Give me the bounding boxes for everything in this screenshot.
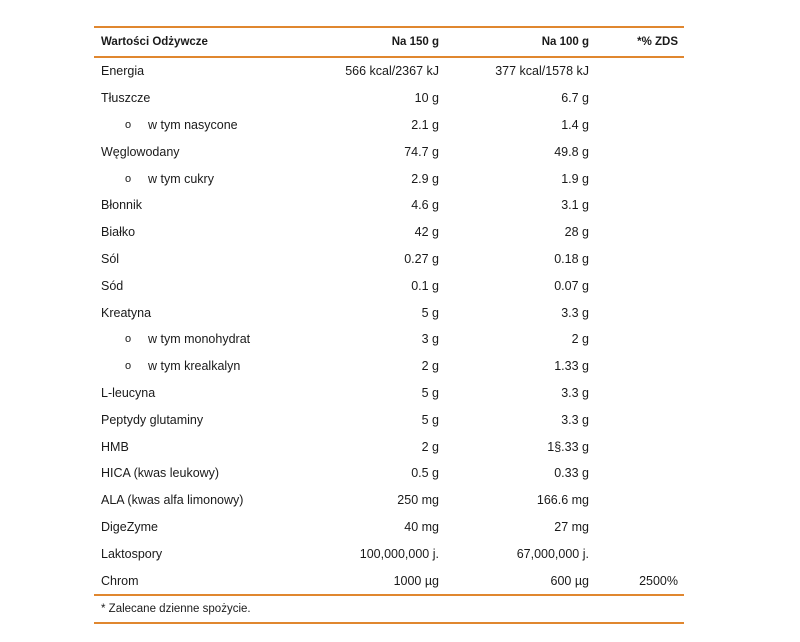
- table-row: [94, 58, 684, 85]
- value-per-150g: 2.9 g: [411, 171, 439, 186]
- nutrient-name: Laktospory: [101, 546, 163, 561]
- nutrient-name: Sód: [101, 278, 124, 293]
- footnote-row: [94, 596, 684, 622]
- value-per-150g: 2 g: [421, 439, 439, 454]
- value-per-100g: 27 mg: [554, 519, 589, 534]
- value-per-100g: 0.18 g: [554, 251, 589, 266]
- table-row: [94, 514, 684, 541]
- table-row: [94, 406, 684, 433]
- header-per150: Na 150 g: [391, 36, 439, 48]
- table-row: [94, 85, 684, 112]
- value-per-100g: 377 kcal/1578 kJ: [495, 64, 589, 79]
- nutrient-name: DigeZyme: [101, 519, 158, 534]
- value-per-150g: 42 g: [414, 225, 439, 240]
- table-row: [94, 460, 684, 487]
- bullet-icon: o: [125, 333, 132, 346]
- nutrient-name: Kreatyna: [101, 305, 152, 320]
- table-body: [94, 58, 684, 594]
- value-per-100g: 1.9 g: [561, 171, 589, 186]
- value-per-100g: 1.33 g: [554, 359, 589, 374]
- table-row: [94, 272, 684, 299]
- nutrient-name: ALA (kwas alfa limonowy): [101, 493, 244, 508]
- value-per-150g: 5 g: [421, 305, 439, 320]
- nutrient-name: L-leucyna: [101, 385, 156, 400]
- header-name: Wartości Odżywcze: [101, 36, 208, 48]
- value-per-150g: 2.1 g: [411, 117, 439, 132]
- nutrient-name: Błonnik: [101, 198, 142, 213]
- table-row: [94, 246, 684, 273]
- value-per-150g: 0.5 g: [411, 466, 439, 481]
- nutrient-name: w tym krealkalyn: [148, 359, 241, 374]
- bottom-rule: [94, 622, 684, 624]
- nutrient-name: Energia: [101, 64, 145, 79]
- value-per-150g: 1000 µg: [393, 573, 439, 588]
- table-row: [94, 487, 684, 514]
- value-per-100g: 67,000,000 j.: [516, 546, 589, 561]
- value-per-150g: 250 mg: [397, 493, 439, 508]
- value-per-150g: 3 g: [421, 332, 439, 347]
- table-row: [94, 380, 684, 407]
- nutrient-name: w tym cukry: [148, 171, 214, 186]
- value-per-150g: 5 g: [421, 412, 439, 427]
- value-per-100g: 2 g: [571, 332, 589, 347]
- bullet-icon: o: [125, 360, 132, 373]
- value-per-150g: 74.7 g: [404, 144, 439, 159]
- value-per-100g: 3.3 g: [561, 305, 589, 320]
- value-per-100g: 28 g: [564, 225, 589, 240]
- table-row: [94, 326, 684, 353]
- nutrient-name: HMB: [101, 439, 129, 454]
- value-per-100g: 0.07 g: [554, 278, 589, 293]
- value-per-100g: 3.3 g: [561, 385, 589, 400]
- header-per100: Na 100 g: [541, 36, 589, 48]
- table-row: [94, 192, 684, 219]
- nutrient-name: Białko: [101, 225, 136, 240]
- value-per-150g: 0.27 g: [404, 251, 439, 266]
- nutrition-table: [94, 26, 684, 624]
- value-per-150g: 5 g: [421, 385, 439, 400]
- table-row: [94, 567, 684, 594]
- value-per-150g: 10 g: [414, 91, 439, 106]
- value-zds: 2500%: [639, 573, 678, 588]
- table-row: [94, 353, 684, 380]
- table-row: [94, 219, 684, 246]
- bullet-icon: o: [125, 118, 132, 131]
- value-per-150g: 4.6 g: [411, 198, 439, 213]
- value-per-100g: 3.3 g: [561, 412, 589, 427]
- value-per-150g: 0.1 g: [411, 278, 439, 293]
- value-per-100g: 0.33 g: [554, 466, 589, 481]
- nutrient-name: w tym nasycone: [148, 117, 238, 132]
- nutrient-name: HICA (kwas leukowy): [101, 466, 220, 481]
- value-per-100g: 3.1 g: [561, 198, 589, 213]
- header-zds: *% ZDS: [637, 36, 678, 48]
- table-row: [94, 299, 684, 326]
- nutrient-name: Tłuszcze: [101, 91, 151, 106]
- table-row: [94, 540, 684, 567]
- value-per-100g: 49.8 g: [554, 144, 589, 159]
- table-row: [94, 433, 684, 460]
- value-per-150g: 566 kcal/2367 kJ: [345, 64, 439, 79]
- nutrient-name: Peptydy glutaminy: [101, 412, 204, 427]
- nutrient-name: Węglowodany: [101, 144, 180, 159]
- table-header-row: [94, 28, 684, 56]
- table-row: [94, 165, 684, 192]
- table-row: [94, 112, 684, 139]
- nutrient-name: Chrom: [101, 573, 139, 588]
- value-per-100g: 166.6 mg: [536, 493, 589, 508]
- table-row: [94, 138, 684, 165]
- value-per-100g: 600 µg: [550, 573, 589, 588]
- value-per-150g: 40 mg: [404, 519, 439, 534]
- value-per-150g: 100,000,000 j.: [359, 546, 439, 561]
- value-per-100g: 1§.33 g: [547, 439, 589, 454]
- bullet-icon: o: [125, 172, 132, 185]
- value-per-100g: 6.7 g: [561, 91, 589, 106]
- footnote: * Zalecane dzienne spożycie.: [101, 602, 251, 615]
- value-per-150g: 2 g: [421, 359, 439, 374]
- nutrient-name: Sól: [101, 251, 120, 266]
- nutrient-name: w tym monohydrat: [148, 332, 251, 347]
- value-per-100g: 1.4 g: [561, 117, 589, 132]
